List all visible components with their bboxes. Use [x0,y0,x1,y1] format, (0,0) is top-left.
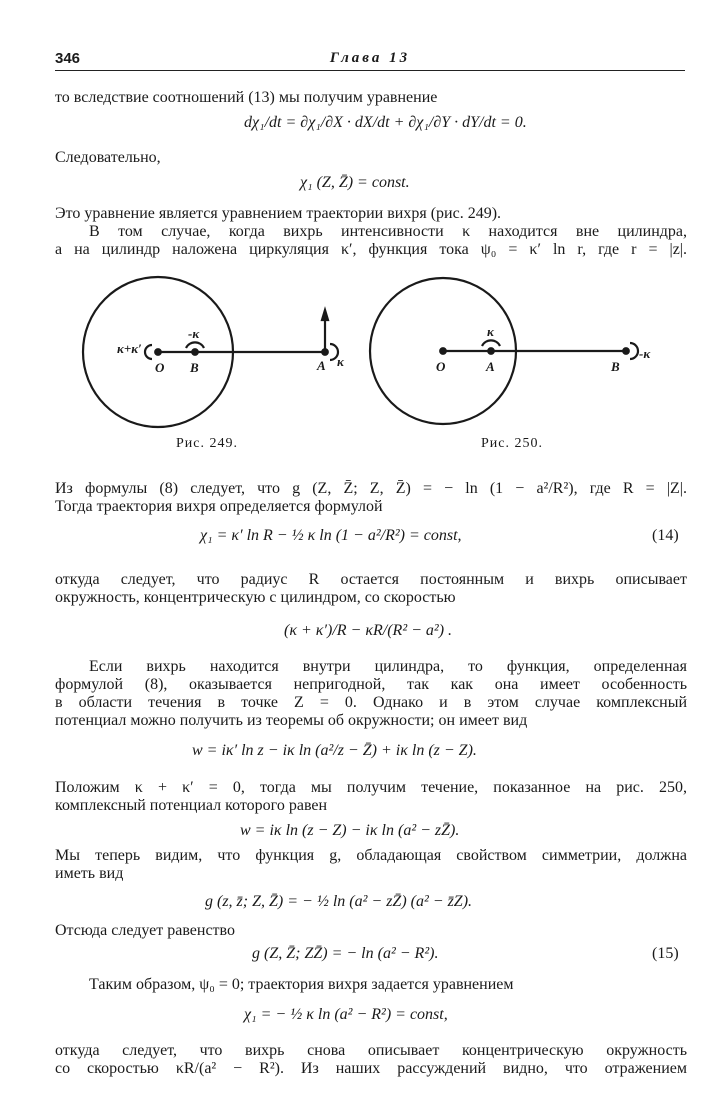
point-b [623,348,629,354]
circulation-arc-b [630,343,638,359]
formula-g-symmetric: g (z, z̄; Z, Z̄) = − ½ ln (a² − zZ̄) (a² − z̄Z). [205,893,473,910]
point-o [155,349,161,355]
point-o [440,348,446,354]
paragraph: Таким образом, ψ₀ = 0; траектория вихря задается уравнением [89,976,514,993]
paragraph: В том случае, когда вихрь интенсивности κ находится вне цилиндра, [89,223,687,240]
point-a [322,349,328,355]
paragraph: формулой (8), оказывается непригодной, так как она имеет особенность [55,676,687,693]
label-kappa-sum: κ+κ′ [117,341,142,356]
paragraph: Следовательно, [55,149,161,166]
paragraph: Тогда траектория вихря определяется формулой [55,498,383,515]
label-kappa: κ [487,324,494,339]
formula-potential: w = iκ′ ln z − iκ ln (a²/z − Z̄) + iκ ln (z − Z). [192,742,477,759]
label-a: A [486,359,495,374]
figure-249-caption: Рис. 249. [176,436,238,451]
paragraph: а на цилиндр наложена циркуляция κ′, функция тока ψ₀ = κ′ ln r, где r = |z|. [55,241,687,258]
paragraph: потенциал можно получить из теоремы об окружности; он имеет вид [55,712,528,729]
label-minus-kappa: -κ [188,326,200,341]
paragraph: откуда следует, что вихрь снова описывает концентрическую окружность [55,1042,687,1059]
paragraph: со скоростью κR/(a² − R²). Из наших рассуждений видно, что отражением [55,1060,687,1077]
paragraph: иметь вид [55,865,124,882]
label-o: O [155,360,165,375]
chapter-title: Глава 13 [329,50,411,66]
equation-number-14: (14) [652,527,679,544]
circulation-arc-origin [145,345,152,359]
formula-total-derivative: dχ₁/dt = ∂χ₁/∂X · dX/dt + ∂χ₁/∂Y · dY/dt = 0. [244,114,527,131]
page-number: 346 [55,50,81,67]
paragraph: Это уравнение является уравнением траектории вихря (рис. 249). [55,205,502,222]
equation-number-15: (15) [652,945,679,962]
paragraph: Мы теперь видим, что функция g, обладающая свойством симметрии, должна [55,847,687,864]
circulation-arc-b [186,342,204,348]
formula-15: g (Z, Z̄; ZZ̄) = − ln (a² − R²). [252,945,439,962]
point-b [192,349,198,355]
formula-trajectory-const: χ₁ (Z, Z̄) = const. [300,174,410,191]
paragraph: Из формулы (8) следует, что g (Z, Z̄; Z, Z̄) = − ln (1 − a²/R²), где R = |Z|. [55,480,687,497]
formula-trajectory-inside: χ₁ = − ½ κ ln (a² − R²) = const, [244,1006,448,1023]
paragraph: то вследствие соотношений (13) мы получим уравнение [55,89,438,106]
paragraph: Положим κ + κ′ = 0, тогда мы получим течение, показанное на рис. 250, [55,779,687,796]
paragraph: откуда следует, что радиус R остается постоянным и вихрь описывает [55,571,687,588]
paragraph: Если вихрь находится внутри цилиндра, то функция, определенная [89,658,687,675]
point-a [488,348,494,354]
formula-14: χ₁ = κ′ ln R − ½ κ ln (1 − a²/R²) = const, [200,527,462,544]
figure-250 [370,278,638,424]
arrow-up-head [322,310,328,320]
formula-potential-250: w = iκ ln (z − Z) − iκ ln (a² − zZ̄). [240,822,460,839]
label-kappa-right: κ [337,354,344,369]
figure-250-caption: Рис. 250. [481,436,543,451]
label-o: O [436,359,446,374]
formula-velocity: (κ + κ′)/R − κR/(R² − a²) . [284,622,453,639]
circulation-arc-a [482,340,500,346]
label-minus-kappa: -κ [639,346,651,361]
label-b: B [190,360,199,375]
label-b: B [611,359,620,374]
paragraph: Отсюда следует равенство [55,922,235,939]
paragraph: комплексный потенциал которого равен [55,797,328,814]
paragraph: в области течения в точке Z = 0. Однако и в этом случае комплексный [55,694,687,711]
paragraph: окружность, концентрическую с цилиндром, со скоростью [55,589,456,606]
label-a: A [317,358,326,373]
